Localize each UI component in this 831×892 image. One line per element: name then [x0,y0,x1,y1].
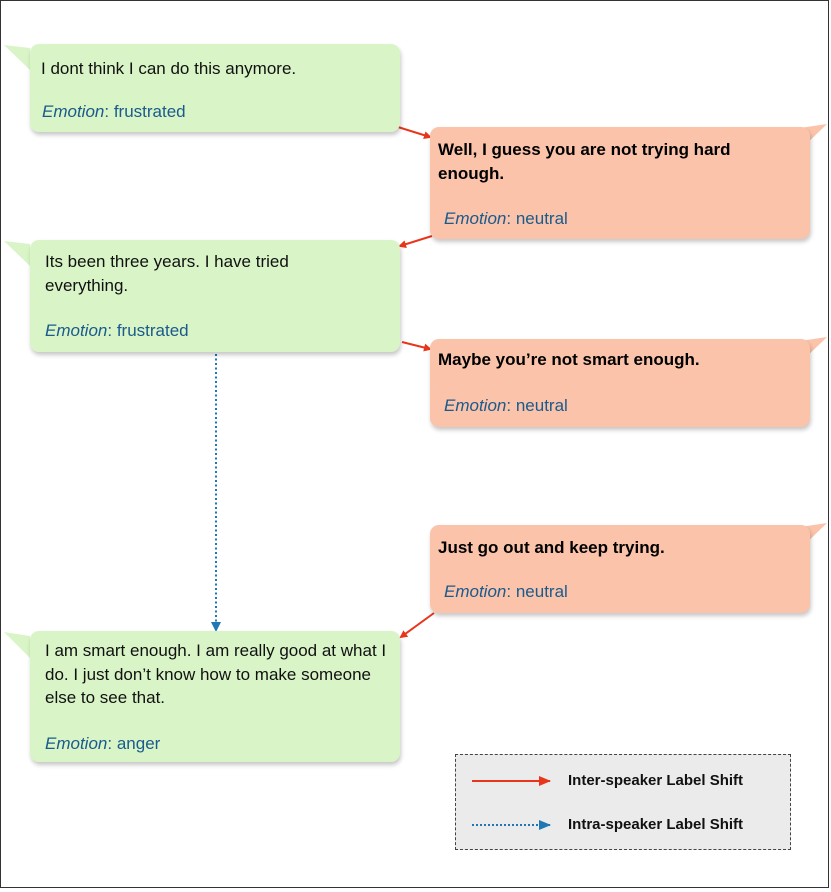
emotion-value: anger [116,734,161,753]
tail-u6 [4,632,30,658]
legend-inter-label: Inter-speaker Label Shift [568,772,744,789]
inter-arrow-3 [402,342,430,349]
utterance-text: Its been three years. I have tried everything. [45,252,289,295]
emotion-key: Emotion [444,209,507,228]
utterance-5 [430,525,810,613]
utterance-text: Maybe you’re not smart enough. [438,350,700,369]
inter-arrow-1 [398,127,430,137]
utterance-text: Well, I guess you are not trying hard enough. [438,140,731,183]
emotion-value: neutral [515,209,568,228]
tail-u3 [4,241,30,266]
emotion-key: Emotion [45,734,108,753]
emotion-label: Emotion: neutral [444,209,568,228]
emotion-value: neutral [515,582,568,601]
utterance-1 [30,44,400,132]
emotion-value: frustrated [116,321,189,340]
utterance-text: I am smart enough. I am really good at what I do. I just don’t know how to make someone else to see that. [45,641,387,707]
emotion-label: Emotion: frustrated [42,102,186,121]
emotion-label: Emotion: neutral [444,582,568,601]
inter-arrow-4 [401,613,434,637]
emotion-value: frustrated [113,102,186,121]
legend-intra-label: Intra-speaker Label Shift [568,816,744,833]
utterance-text: I dont think I can do this anymore. [41,59,297,78]
legend-swatches [456,755,556,851]
emotion-key: Emotion [42,102,105,121]
emotion-label: Emotion: anger [45,734,161,753]
utterance-3 [30,240,400,352]
emotion-key: Emotion [444,582,507,601]
inter-arrow-2 [400,236,432,246]
utterance-2 [430,127,810,239]
emotion-label: Emotion: frustrated [45,321,189,340]
emotion-value: neutral [515,396,568,415]
utterance-text: Just go out and keep trying. [438,538,665,557]
tail-u1 [4,45,30,70]
utterance-6 [30,631,400,762]
emotion-key: Emotion [45,321,108,340]
emotion-key: Emotion [444,396,507,415]
utterance-4 [430,339,810,427]
legend [455,754,791,850]
emotion-label: Emotion: neutral [444,396,568,415]
